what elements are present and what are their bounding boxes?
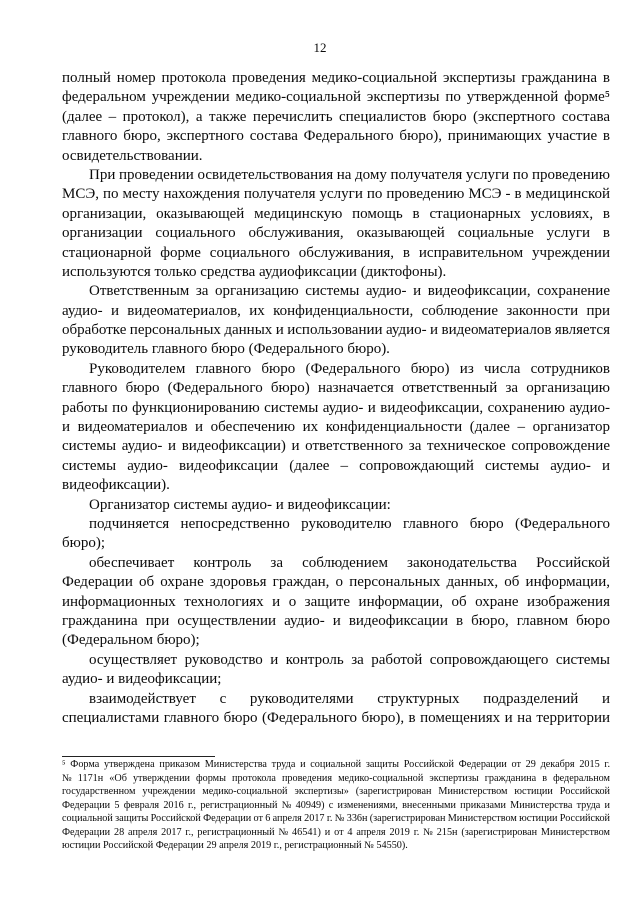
text-line-content: главного бюро, экспертного состава Федерального бюро), принимающих участие в [62,128,610,145]
text-line-content: системы аудио- и видеофиксации) и ответственного за техническое сопровождение [62,438,610,455]
text-line [62,457,610,476]
text-line [62,166,610,185]
page-number: 12 [313,40,327,55]
text-line-content: федеральном учреждении медико-социальной экспертизы по утвержденной форме⁵ [62,89,610,106]
text-line [62,670,610,689]
text-line [62,496,610,515]
footnote-line [62,812,610,826]
footnote-line [62,826,610,840]
paragraph [62,166,610,282]
body-text [62,69,610,728]
text-line [62,282,610,301]
paragraph [62,651,610,690]
text-line-content: взаимодействует с руководителями структурных подразделений и [89,690,610,707]
text-line [62,127,610,146]
text-line-content: системы аудио- видеофиксации (далее – сопровождающий системы аудио- и [62,457,610,474]
text-line [62,418,610,437]
text-line [62,244,610,263]
footnote [62,758,610,853]
text-line-content: информационных технологиях и о защите информации, об охране изображения [62,593,610,610]
text-line-content: бюро); [62,535,106,552]
text-line [62,360,610,379]
text-line [62,690,610,709]
text-line-content: (далее – протокол), а также перечислить специалистов бюро (экспертного состава [62,108,610,125]
footnote-line [62,785,610,799]
text-line [62,263,610,282]
paragraph [62,282,610,360]
text-line-content: аудио- и видеоматериалов, их конфиденциальности, соблюдение законности при [62,302,610,319]
text-line-content: используются только средства аудиофиксации (диктофоны). [62,263,447,280]
footnote-separator [62,756,215,757]
text-line [62,224,610,243]
text-line-content: главного бюро (Федерального бюро) назначается ответственный за организацию [62,380,610,397]
text-line [62,302,610,321]
text-line [62,147,610,166]
text-line-content: и видеоматериалов и обеспечению их конфиденциальности (далее – организатор [62,419,610,436]
footnote-line-content: ⁵ Форма утверждена приказом Министерства труда и социальной защиты Российской Федерации от 29 декабря 2015 г. [62,759,610,770]
paragraph [62,69,610,166]
footnote-line [62,772,610,786]
paragraph [62,554,610,651]
text-line-content: работы по функционированию системы аудио- и видеофиксации, сохранению аудио- [62,399,610,416]
text-line [62,476,610,495]
text-line-content: Организатор системы аудио- и видеофиксации: [89,496,391,513]
footnote-line [62,758,610,772]
text-line [62,593,610,612]
text-line-content: гражданина при осуществлении аудио- и видеофиксации в бюро, главном бюро [62,612,610,629]
text-line-content: При проведении освидетельствования на дому получателя услуги по проведению [89,166,610,183]
text-line-content: аудио- и видеофиксации; [62,671,222,688]
text-line-content: видеофиксации). [62,477,170,494]
text-line-content: подчиняется непосредственно руководителю главного бюро (Федерального [89,515,610,532]
text-line-content: обработке персональных данных и использовании аудио- и видеоматериалов является [62,322,610,339]
text-line [62,399,610,418]
text-line [62,554,610,573]
footnote-line [62,839,610,853]
text-line-content: осуществляет руководство и контроль за работой сопровождающего системы [89,651,610,668]
text-line [62,515,610,534]
text-line [62,651,610,670]
text-line [62,379,610,398]
text-line [62,108,610,127]
text-line [62,534,610,553]
footnote-line-content: юстиции Российской Федерации 29 апреля 2019 г., регистрационный № 54550). [62,840,408,851]
text-line-content: МСЭ, по месту нахождения получателя услуги по проведению МСЭ - в медицинской [62,186,610,203]
text-line-content: (Федеральном бюро); [62,632,200,649]
text-line [62,612,610,631]
footnote-line [62,799,610,813]
footnote-line-content: социальной защиты Российской Федерации от 6 апреля 2017 г. № 336н (зарегистрирован Министерством юстиции Российской [62,813,610,824]
text-line [62,340,610,359]
footnote-line-content: Федерации 5 февраля 2016 г., регистрационный № 40949) с изменениями, внесенными приказами Министерства труда и [62,799,610,811]
text-line-content: обеспечивает контроль за соблюдением законодательства Российской [89,554,610,571]
text-line [62,573,610,592]
footnote-line-content: государственном учреждении медико-социальной экспертизы» (зарегистрирован Министерством юстиции Российской [62,786,610,797]
paragraph [62,360,610,496]
text-line [62,185,610,204]
text-line [62,709,610,728]
text-line [62,205,610,224]
text-line [62,69,610,88]
footnote-line-content: № 1171н «Об утверждении формы протокола проведения медико-социальной экспертизы гражданина в федеральном [62,772,610,784]
paragraph [62,515,610,554]
text-line-content: организации, оказывающей медицинскую помощь в стационарных условиях, в [62,205,610,222]
text-line [62,321,610,340]
text-line-content: Федерации об охране здоровья граждан, о персональных данных, об информации, [62,574,610,591]
text-line-content: Руководителем главного бюро (Федерального бюро) из числа сотрудников [89,360,610,377]
text-line-content: организации социального обслуживания, оказывающей социальные услуги в [62,225,610,242]
text-line-content: освидетельствовании. [62,147,203,164]
footnote-line-content: Федерации 28 апреля 2017 г., регистрационный № 46541) и от 4 апреля 2019 г. № 215н (зарегистрирован Министерством [62,826,610,838]
paragraph [62,690,610,729]
text-line-content: стационарной форме социального обслуживания, в исправительном учреждении [62,244,610,261]
text-line-content: Ответственным за организацию системы аудио- и видеофиксации, сохранение [89,283,610,300]
text-line-content: руководитель главного бюро (Федерального бюро). [62,341,390,358]
text-line [62,631,610,650]
text-line-content: специалистами главного бюро (Федерального бюро), в помещениях и на территории [62,709,610,726]
text-line-content: полный номер протокола проведения медико-социальной экспертизы гражданина в [62,70,610,86]
text-line [62,437,610,456]
paragraph [62,496,610,515]
text-line [62,88,610,107]
